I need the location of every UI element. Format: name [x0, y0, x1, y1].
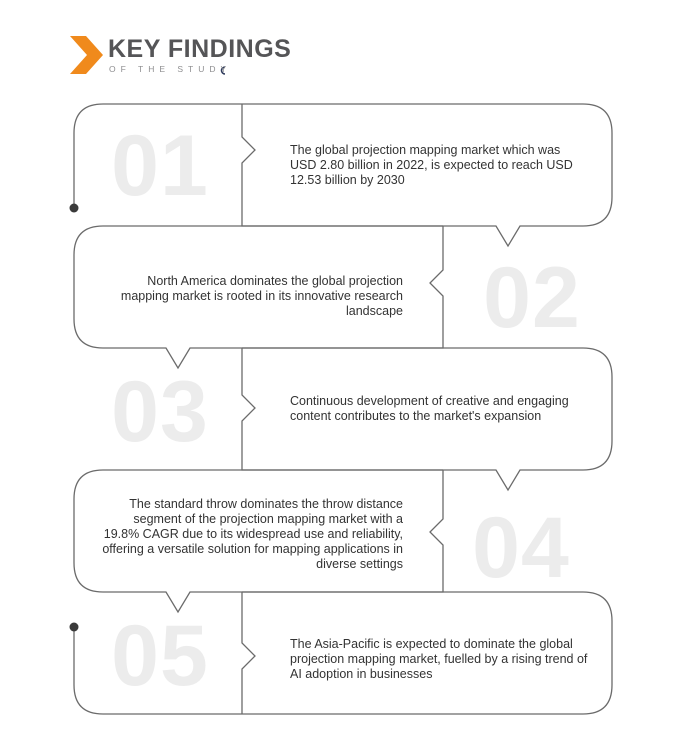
finding-number-3: 03: [111, 364, 209, 460]
finding-text-4: The standard throw dominates the throw distance segment of the projection mapping market with a 19.8% CAGR due to its widespread use and reliability, offering a versatile solution for mapping applications in diverse settings: [102, 497, 403, 571]
finding-text-5: The Asia-Pacific is expected to dominate the global projection mapping market, fuelled by a rising trend of AI adoption in businesses: [290, 637, 588, 681]
finding-number-1: 01: [111, 118, 209, 214]
flow-end-dot: [70, 623, 79, 632]
page-subtitle: OF THE STUDY: [109, 64, 232, 74]
finding-text-3: Continuous development of creative and engaging content contributes to the market's expansion: [290, 394, 569, 423]
page-title: KEY FINDINGS: [108, 35, 292, 63]
flow-start-dot: [70, 204, 79, 213]
finding-number-2: 02: [483, 250, 581, 346]
logo-chevron-icon: [70, 36, 103, 74]
finding-number-4: 04: [472, 500, 570, 596]
finding-text-2: North America dominates the global projection mapping market is rooted in its innovative research landscape: [120, 274, 403, 318]
finding-number-5: 05: [111, 608, 209, 704]
finding-text-1: The global projection mapping market which was USD 2.80 billion in 2022, is expected to reach USD 12.53 billion by 2030: [290, 143, 573, 187]
